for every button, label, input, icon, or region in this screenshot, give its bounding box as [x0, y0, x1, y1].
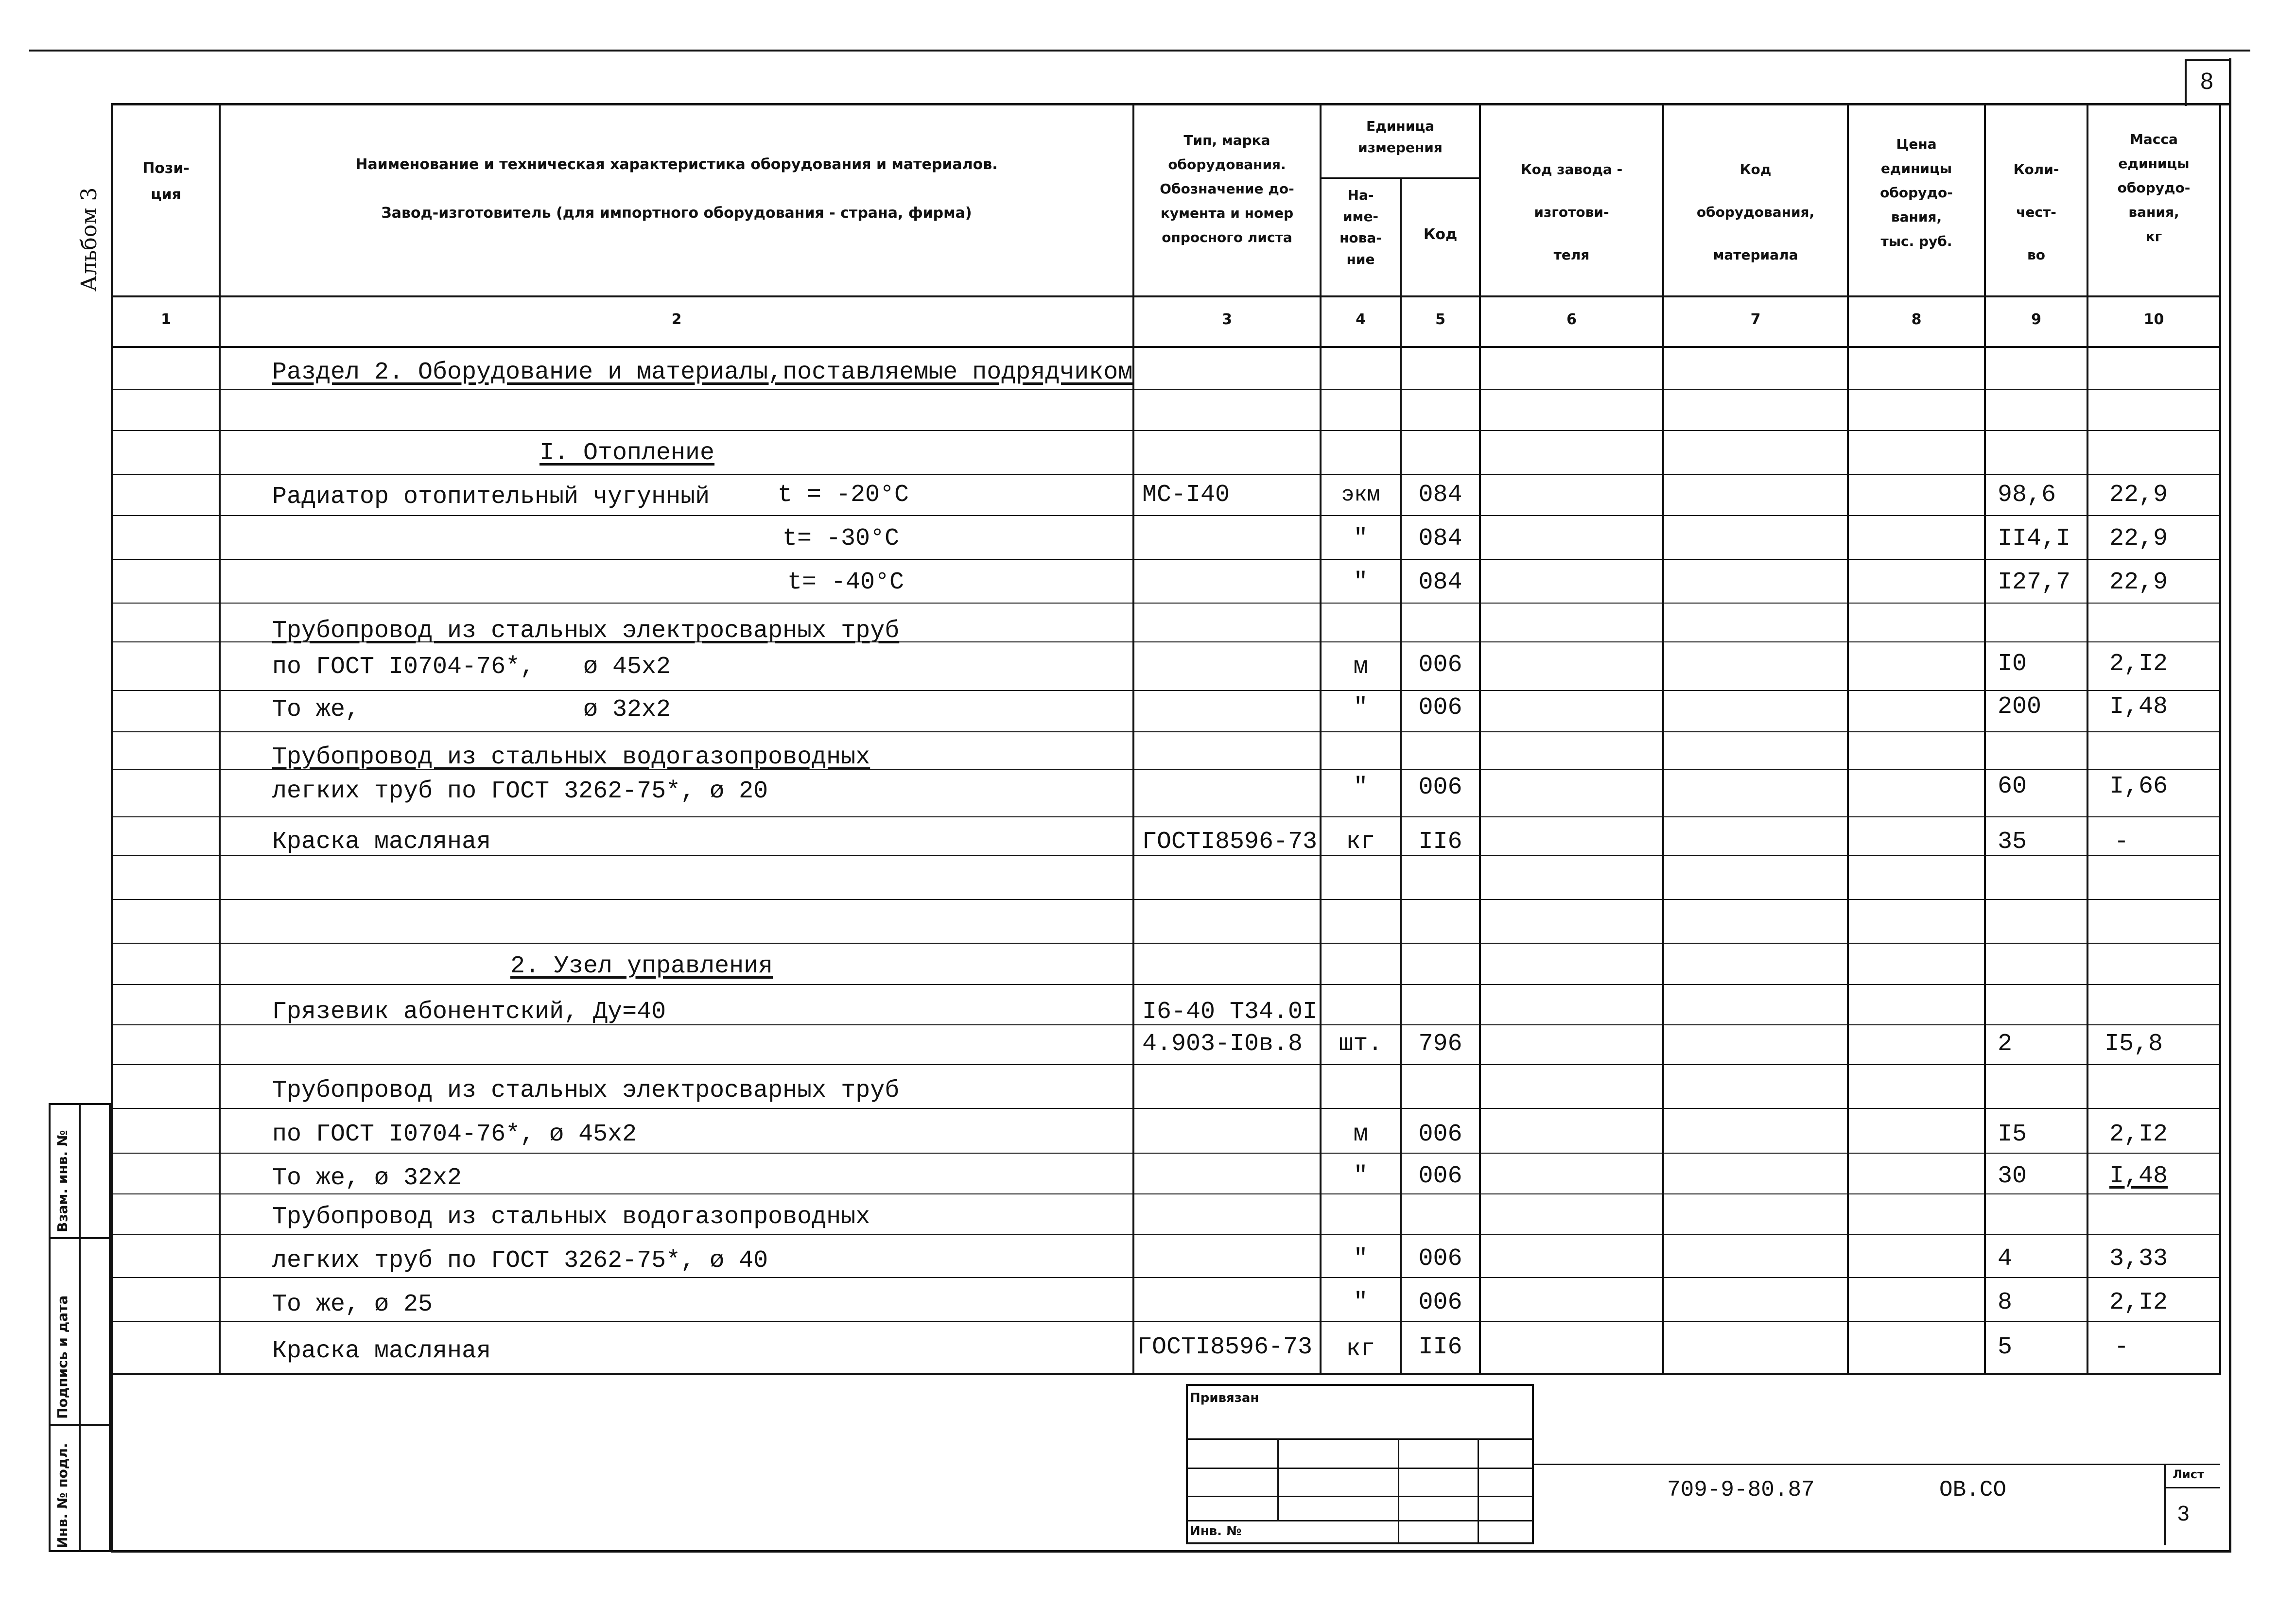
row-name: Трубопровод из стальных электросварных труб [272, 1077, 900, 1105]
colnum-6: 6 [1566, 311, 1577, 328]
row-divider [113, 603, 2219, 604]
left-stamp-h2 [49, 1424, 111, 1426]
row-divider [113, 943, 2219, 944]
row-type: 4.903-I0в.8 [1142, 1030, 1303, 1058]
row-mass: 2,I2 [2109, 1289, 2168, 1316]
row-name: То же, [272, 696, 360, 724]
row-divider [113, 1321, 2219, 1322]
row-mass: - [2114, 828, 2129, 856]
row-qty: 5 [1998, 1333, 2013, 1361]
album-label: Альбом 3 [77, 187, 102, 292]
row-divider [113, 389, 2219, 390]
row-unit: " [1353, 774, 1368, 801]
row-type: МС-I40 [1142, 481, 1230, 509]
doc-code: ОВ.СО [1939, 1477, 2007, 1503]
binding-h4 [1186, 1520, 1534, 1521]
row-type: ГОСТI8596-73 [1142, 828, 1318, 856]
row-qty: 8 [1998, 1289, 2013, 1316]
row-name: Радиатор отопительный чугунный [272, 483, 710, 511]
row-code: 084 [1418, 481, 1462, 509]
row-unit: экм [1341, 483, 1380, 507]
row-qty: 60 [1998, 773, 2027, 800]
row-name: легких труб по ГОСТ 3262-75*, ø 20 [272, 778, 768, 805]
row-qty: 30 [1998, 1162, 2027, 1190]
top-rule-line [29, 50, 2250, 52]
sheet-label: Лист [2173, 1468, 2204, 1481]
row-name: То же, ø 32x2 [272, 1164, 462, 1192]
row-temp: t = -20°C [778, 481, 909, 509]
header-bottom-line [111, 295, 2221, 297]
row-divider [113, 984, 2219, 985]
row-divider [113, 559, 2219, 560]
col-line-5 [1479, 103, 1481, 1375]
row-mass: I,48 [2109, 1162, 2168, 1190]
row-name: Трубопровод из стальных электросварных труб [272, 617, 900, 645]
binding-v2 [1398, 1438, 1399, 1544]
row-divider [113, 1193, 2219, 1194]
row-name: Грязевик абонентский, Ду=40 [272, 998, 666, 1026]
row-code: 084 [1418, 525, 1462, 553]
row-mass: I,48 [2109, 693, 2168, 721]
row-unit: " [1353, 1245, 1368, 1273]
row-temp: t= -30°C [783, 525, 900, 553]
header-factory-code: Код завода - изготови- теля [1520, 161, 1623, 263]
row-mass: - [2114, 1333, 2129, 1361]
row-unit: кг [1346, 828, 1375, 856]
row-qty: 2 [1998, 1030, 2013, 1058]
colnum-bottom-line [111, 346, 2221, 348]
stamp-sign-date: Подпись и дата [54, 1295, 70, 1419]
unit-group-line [1320, 177, 1480, 179]
row-divider [113, 1277, 2219, 1278]
row-code: 006 [1418, 1162, 1462, 1190]
row-code: 006 [1418, 651, 1462, 679]
colnum-7: 7 [1750, 311, 1761, 328]
bound-label: Привязан [1190, 1391, 1259, 1405]
binding-h1 [1186, 1438, 1534, 1440]
row-unit: " [1353, 1162, 1368, 1190]
header-type: Тип, марка оборудования. Обозначение до- кумента и номер опросного листа [1160, 132, 1294, 245]
outer-frame-bottom [111, 1550, 2231, 1553]
row-code: 006 [1418, 694, 1462, 722]
row-mass: 2,I2 [2109, 1121, 2168, 1148]
row-name: по ГОСТ I0704-76*, ø 45x2 [272, 1121, 637, 1148]
left-stamp-divider [79, 1103, 81, 1552]
col-line-1 [219, 103, 221, 1375]
inv-label: Инв. № [1190, 1524, 1242, 1538]
row-code: II6 [1418, 1333, 1462, 1361]
row-divider [113, 1108, 2219, 1109]
row-qty: 200 [1998, 693, 2042, 721]
row-unit: " [1353, 1289, 1368, 1316]
row-divider [113, 690, 2219, 691]
row-mass: 3,33 [2109, 1245, 2168, 1273]
row-name: по ГОСТ I0704-76*, [272, 653, 535, 681]
row-name: Краска масляная [272, 1337, 491, 1365]
binding-v1 [1277, 1438, 1279, 1521]
row-qty: I27,7 [1998, 569, 2071, 596]
binding-v3 [1478, 1438, 1479, 1544]
row-diameter: ø 32x2 [583, 696, 671, 724]
row-name: Трубопровод из стальных водогазопроводных [272, 743, 870, 771]
row-name: Трубопровод из стальных водогазопроводных [272, 1203, 870, 1231]
row-code: 006 [1418, 1245, 1462, 1273]
row-divider [113, 1234, 2219, 1235]
row-code: 006 [1418, 1289, 1462, 1316]
stamp-inv-orig: Инв. № подл. [54, 1443, 70, 1548]
corner-sheet-number: 8 [2200, 69, 2213, 94]
subsection-control-unit: 2. Узел управления [510, 952, 773, 980]
row-qty: 98,6 [1998, 481, 2056, 509]
colnum-9: 9 [2031, 311, 2041, 328]
colnum-8: 8 [1911, 311, 1922, 328]
row-mass: 22,9 [2109, 525, 2168, 553]
row-qty: II4,I [1998, 525, 2071, 553]
row-name: Краска масляная [272, 828, 491, 856]
section-title: Раздел 2. Оборудование и материалы,поставляемые подрядчиком [272, 359, 1133, 386]
header-name-line1: Наименование и техническая характеристика оборудования и материалов. [355, 156, 998, 173]
left-stamp-h1 [49, 1237, 111, 1239]
outer-frame-right [2229, 58, 2231, 1553]
row-unit: " [1353, 694, 1368, 722]
row-type: ГОСТI8596-73 [1137, 1333, 1313, 1361]
row-qty: I5 [1998, 1121, 2027, 1148]
colnum-5: 5 [1435, 311, 1445, 328]
header-mass: Масса единицы оборудо- вания, кг [2117, 131, 2191, 244]
sheet-box-divider [2164, 1487, 2220, 1488]
colnum-1: 1 [161, 311, 171, 328]
row-code: 084 [1418, 569, 1462, 596]
binding-h2 [1186, 1468, 1534, 1469]
row-code: 006 [1418, 1121, 1462, 1148]
header-position: Пози- ция [142, 160, 190, 203]
row-code: II6 [1418, 828, 1462, 856]
row-divider [113, 731, 2219, 732]
doc-block-top [1534, 1464, 2220, 1465]
row-divider [113, 899, 2219, 900]
row-name: легких труб по ГОСТ 3262-75*, ø 40 [272, 1247, 768, 1275]
col-line-8 [1984, 103, 1986, 1375]
row-unit: м [1353, 653, 1368, 681]
doc-number: 709-9-80.87 [1667, 1477, 1815, 1503]
row-qty: I0 [1998, 650, 2027, 678]
row-diameter: ø 45x2 [583, 653, 671, 681]
row-unit: м [1353, 1121, 1368, 1148]
row-mass: 22,9 [2109, 569, 2168, 596]
row-temp: t= -40°C [787, 569, 904, 596]
binding-h3 [1186, 1496, 1534, 1497]
colnum-3: 3 [1222, 311, 1232, 328]
row-qty: 4 [1998, 1245, 2013, 1273]
row-divider [113, 1153, 2219, 1154]
header-name-line2: Завод-изготовитель (для импортного оборудования - страна, фирма) [381, 205, 972, 222]
row-divider [113, 515, 2219, 516]
row-unit: шт. [1339, 1030, 1383, 1058]
sheet-number: 3 [2177, 1502, 2190, 1525]
row-code: 796 [1418, 1030, 1462, 1058]
col-line-9 [2087, 103, 2088, 1375]
row-mass: 2,I2 [2109, 650, 2168, 678]
row-mass: I,66 [2109, 773, 2168, 800]
subsection-heating: I. Отопление [539, 439, 715, 467]
header-equipment-code: Код оборудования, материала [1696, 161, 1815, 263]
row-name: То же, ø 25 [272, 1291, 433, 1318]
row-divider [113, 430, 2219, 431]
row-mass: I5,8 [2105, 1030, 2163, 1058]
row-unit: кг [1346, 1335, 1375, 1363]
row-code: 006 [1418, 774, 1462, 801]
col-line-6 [1662, 103, 1664, 1375]
col-line-2 [1132, 103, 1134, 1375]
row-divider [113, 1064, 2219, 1065]
outer-frame-top [111, 103, 2231, 105]
col-line-10 [2219, 103, 2221, 1375]
row-type: I6-40 Т34.0I [1142, 998, 1318, 1026]
row-mass: 22,9 [2109, 481, 2168, 509]
header-unit-code: Код [1423, 226, 1458, 243]
row-unit: " [1353, 569, 1368, 596]
colnum-2: 2 [671, 311, 682, 328]
row-qty: 35 [1998, 828, 2027, 856]
row-unit: " [1353, 525, 1368, 553]
row-divider [113, 816, 2219, 817]
table-bottom-line [111, 1373, 2221, 1375]
header-price: Цена единицы оборудо- вания, тыс. руб. [1880, 136, 1953, 249]
stamp-replace-inv: Взам. инв. № [54, 1130, 70, 1232]
col-line-7 [1847, 103, 1849, 1375]
header-quantity: Коли- чест- во [2013, 161, 2059, 263]
header-unit-group: Единица измерения [1358, 118, 1443, 156]
row-divider [113, 474, 2219, 475]
header-unit-name: На- име- нова- ние [1339, 187, 1382, 267]
colnum-4: 4 [1356, 311, 1366, 328]
colnum-10: 10 [2143, 311, 2164, 328]
